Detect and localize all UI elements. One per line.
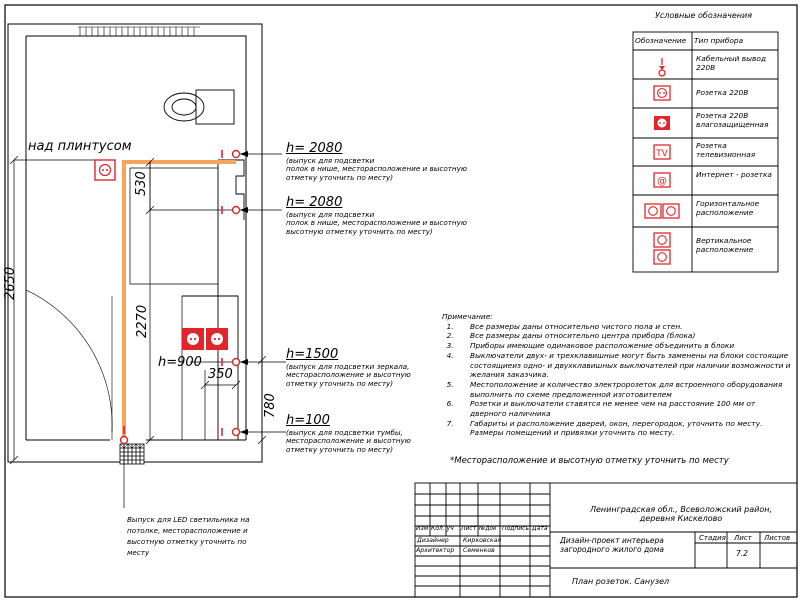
dim-350: 350	[208, 367, 233, 382]
callout-2-line-1: (выпуск для подсветки	[286, 209, 375, 219]
note-item: 7. Габариты и расположение дверей, окон, перегородок, уточнить по месту. Размеры помещений и привязки уточнить по месту.	[456, 419, 792, 438]
dim-2650: 2650	[3, 266, 18, 300]
notes-list	[442, 322, 792, 438]
cable-outlet-1	[222, 150, 240, 158]
tb-header-list: Лист	[461, 525, 477, 532]
tb-header-date: Дата	[532, 525, 548, 532]
dim-530: 530	[134, 171, 149, 196]
waterproof-socket-icon	[654, 116, 670, 130]
notes-footnote: *Месторасположение и высотную отметку уточнить по месту	[450, 456, 729, 466]
tb-header-izm: Изм	[416, 525, 429, 532]
legend-row-5-label: Интернет - розетка	[696, 170, 772, 179]
vertical-sockets-icon	[654, 233, 670, 264]
floor-tile-hatch	[120, 444, 144, 464]
tb-role-designer: Дизайнер	[417, 537, 449, 544]
note-item: 2. Все размеры даны относительно центра прибора (блока)	[456, 331, 792, 341]
socket-above-plinth	[95, 160, 115, 180]
dim-2270: 2270	[135, 304, 150, 338]
wiring-route	[124, 162, 236, 440]
tb-col-stage: Стадия	[699, 534, 726, 542]
note-item: 3. Приборы имеющие одинаковое расположение объединить в блоки	[456, 341, 792, 351]
legend-row-1-label: Кабельный вывод 220В	[696, 54, 766, 72]
tb-project: Дизайн-проект интерьера загородного жилого дома	[560, 536, 665, 554]
socket-icon	[654, 86, 670, 100]
at-glyph: @	[657, 176, 667, 187]
note-item: 4. Выключатели двух- и трехклавишные могут быть заменены на блоки состоящие состоящиеиз одно- и двухклавишных выключателей при наличии возможности и желания заказчика.	[456, 351, 792, 380]
legend-row-2-label: Розетка 220В	[696, 88, 749, 97]
notes-title: Примечание:	[442, 312, 493, 321]
internet-socket-icon	[654, 173, 670, 187]
callout-1-line-2: полок в нише, месторасположение и высотную	[286, 164, 467, 174]
above-plinth-label: над плинтусом	[28, 139, 132, 154]
callout-1-line-1: (выпуск для подсветки	[286, 155, 375, 165]
callout-3-line-1: (выпуск для подсветки зеркала,	[286, 361, 410, 371]
led-note-line-4: месту	[127, 548, 150, 557]
horizontal-sockets-icon	[645, 204, 679, 218]
callout-2-line-2: полок в нише, месторасположение и высотную	[286, 218, 467, 228]
callout-2-height: h= 2080	[286, 195, 343, 210]
notes-block	[442, 312, 792, 438]
tb-header-kol: Кол. уч	[431, 525, 454, 532]
legend-title: Условные обозначения	[655, 11, 753, 20]
cable-outlet-icon	[659, 58, 665, 76]
legend-col-symbol: Обозначение	[635, 36, 687, 45]
cable-outlet-4	[222, 428, 240, 436]
callout-1-height: h= 2080	[286, 141, 343, 156]
tb-role-architect: Архитектор	[416, 547, 455, 554]
callout-4-line-2: месторасположение и высотную	[286, 436, 411, 446]
legend-row-4-label: Розетка телевизионная	[696, 141, 756, 159]
note-item: 1. Все размеры даны относительно чистого пола и стен.	[456, 322, 792, 332]
callout-4-height: h=100	[286, 413, 330, 428]
legend-row-3-label: Розетка 220В влагозащищенная	[696, 111, 769, 129]
callout-4	[286, 414, 411, 454]
note-item: 6. Розетки и выключатели ставятся не менее чем на расстояние 100 мм от дверного наличника	[456, 399, 792, 418]
tb-header-ndoc: №док	[479, 525, 497, 532]
callout-2	[286, 196, 467, 236]
dim-780: 780	[263, 393, 278, 418]
callout-4-line-1: (выпуск для подсветки тумбы,	[286, 427, 403, 437]
tb-name-designer: Кирковская	[463, 537, 502, 544]
tv-glyph: TV	[656, 149, 668, 159]
legend-row-6-label: Горизонтальное расположение	[696, 199, 760, 217]
callout-3-line-2: месторасположение и высотную	[286, 370, 411, 380]
tb-location: Ленинградская обл., Всеволожский район, деревня Кискелово	[589, 505, 773, 524]
legend-col-type: Тип прибора	[694, 36, 744, 45]
callout-4-line-3: отметку уточнить по месту)	[286, 444, 394, 454]
callout-3	[286, 348, 411, 388]
callout-1-line-3: отметку уточнить по месту)	[286, 172, 394, 182]
led-note-line-1: Выпуск для LED светильника на	[127, 515, 250, 524]
tb-header-sign: Подпись	[502, 525, 529, 532]
toilet	[164, 90, 234, 124]
waterproof-double-socket	[182, 328, 228, 350]
tb-sheet-title: План розеток. Санузел	[572, 577, 670, 586]
note-item: 5. Местоположение и количество электророзеток для встроенного оборудования выполнить по схеме предложенной изготовителем	[456, 380, 792, 399]
led-note-line-2: потолке, месторасположение и	[127, 526, 248, 535]
tb-name-architect: Семенков	[463, 547, 495, 554]
callout-2-line-3: высотную отметку уточнить по месту)	[286, 226, 433, 236]
legend-row-7-label: Вертикальное расположение	[696, 236, 754, 254]
callout-1	[286, 142, 467, 182]
led-note	[127, 514, 249, 558]
callout-3-line-3: отметку уточнить по месту)	[286, 378, 394, 388]
tv-socket-icon	[654, 145, 670, 159]
tb-col-sheets: Листов	[764, 534, 791, 542]
callout-3-height: h=1500	[286, 347, 339, 362]
tb-col-sheet: Лист	[734, 534, 752, 542]
dim-h900: h=900	[158, 355, 202, 370]
led-note-line-3: высотную отметку уточнить по	[127, 537, 247, 546]
tb-sheet-number: 7.2	[736, 549, 748, 558]
